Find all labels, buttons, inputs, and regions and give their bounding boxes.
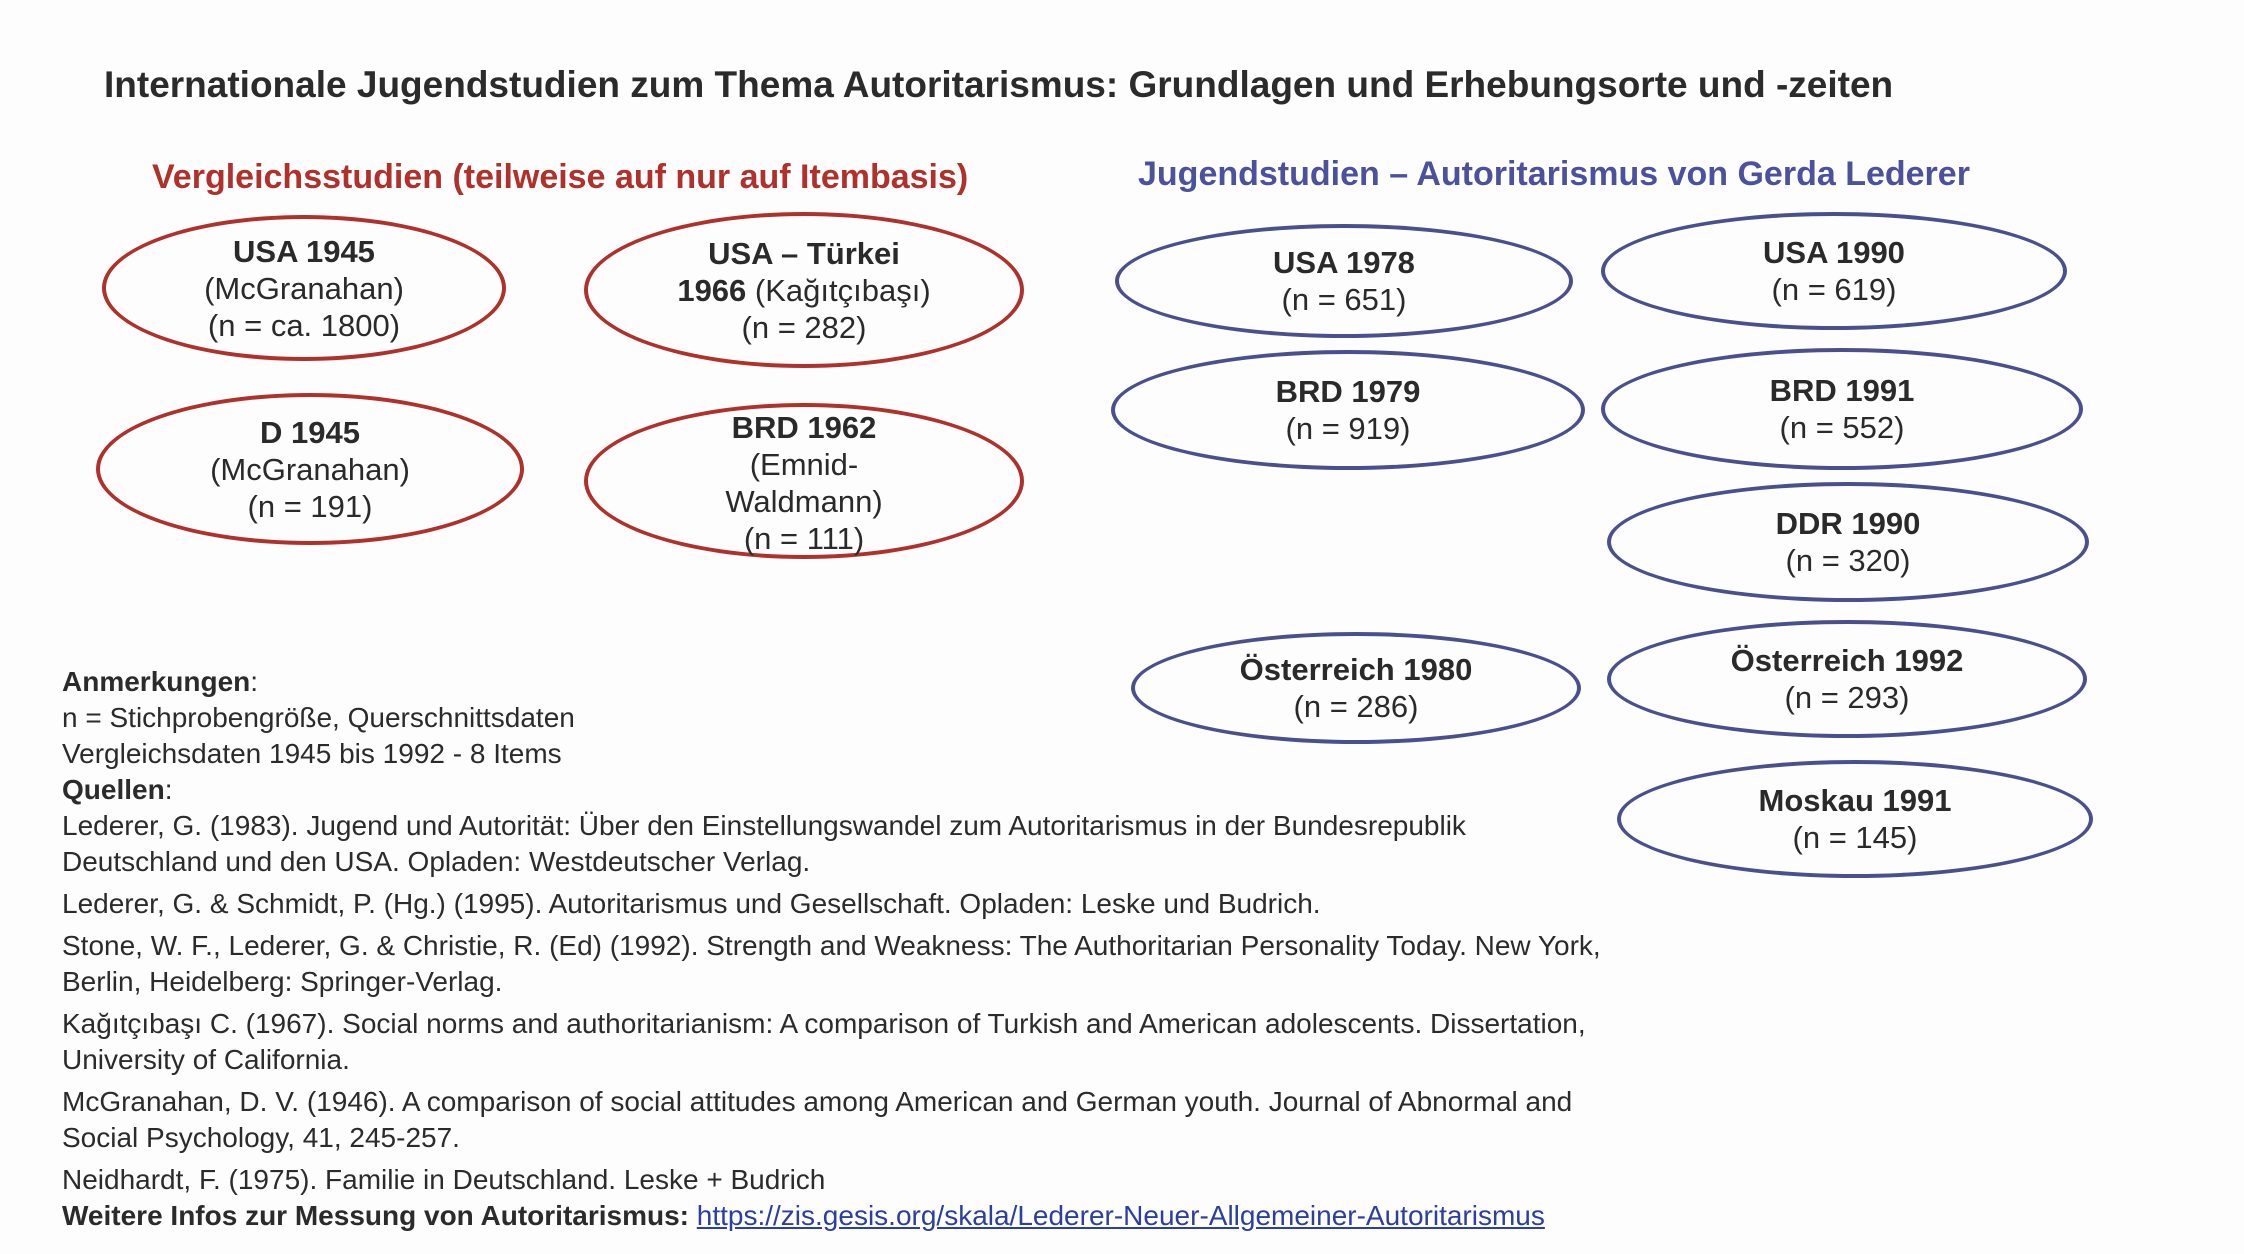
lederer-studies-heading: Jugendstudien – Autoritarismus von Gerda Lederer <box>1138 155 1970 193</box>
study-label: USA 1990 <box>1763 235 1905 270</box>
study-author: (McGranahan) <box>210 451 410 487</box>
study-label: D 1945 <box>260 414 360 450</box>
study-usa-1978 <box>1115 224 1573 338</box>
study-label: USA – Türkei <box>708 235 900 271</box>
study-sample-size: (n = 111) <box>743 521 865 556</box>
source-line: Deutschland und den USA. Opladen: Westdeutscher Verlag. <box>62 846 811 877</box>
study-label: BRD 1991 <box>1769 373 1915 408</box>
study-usa-1990 <box>1601 212 2067 330</box>
study-brd-1962 <box>584 403 1024 559</box>
source-line: McGranahan, D. V. (1946). A comparison of social attitudes among American and German youth. Journal of Abnormal and <box>62 1086 1573 1117</box>
source-line: Stone, W. F., Lederer, G. & Christie, R. (Ed) (1992). Strength and Weakness: The Authoritarian Personality Today. New York, <box>62 930 1601 961</box>
remarks-label: Anmerkungen <box>62 666 251 697</box>
source-line: Lederer, G. (1983). Jugend und Autorität: Über den Einstellungswandel zum Autoritarismus in der Bundesrepublik <box>62 810 1466 841</box>
study-sample-size: (n = 619) <box>1771 272 1897 307</box>
study-brd-1991 <box>1601 348 2083 470</box>
study-d-1945 <box>96 393 524 545</box>
study-sample-size: (n = 145) <box>1792 820 1918 855</box>
study-author-cont: Waldmann) <box>725 484 883 519</box>
source-entry <box>62 886 1762 922</box>
source-entry <box>62 1162 1762 1198</box>
sources-label: Quellen <box>62 774 165 805</box>
study-label: BRD 1962 <box>731 410 877 445</box>
study-label: USA 1945 <box>233 233 375 269</box>
study-ddr-1990 <box>1607 482 2089 602</box>
study-author: (Emnid- <box>749 447 859 482</box>
study-sample-size: (n = 552) <box>1779 410 1905 445</box>
study-sample-size: (n = 919) <box>1285 411 1411 446</box>
remark-line: n = Stichprobengröße, Querschnittsdaten <box>62 702 575 733</box>
comparison-studies-heading: Vergleichsstudien (teilweise auf nur auf Itembasis) <box>152 158 969 196</box>
source-entry <box>62 928 1762 1000</box>
study-label: Moskau 1991 <box>1758 783 1952 818</box>
study-sample-size: (n = 286) <box>1293 689 1419 724</box>
study-brd-1979 <box>1111 350 1585 470</box>
study-label: BRD 1979 <box>1275 374 1421 409</box>
source-line: Kağıtçıbaşı C. (1967). Social norms and authoritarianism: A comparison of Turkish and American adolescents. Dissertation, <box>62 1008 1586 1039</box>
notes-section <box>62 664 1762 1234</box>
source-entry <box>62 1006 1762 1078</box>
source-line: Berlin, Heidelberg: Springer-Verlag. <box>62 966 503 997</box>
study-sample-size: (n = 191) <box>247 488 373 524</box>
study-usa-1945 <box>102 215 506 361</box>
slide-title: Internationale Jugendstudien zum Thema Autoritarismus: Grundlagen und Erhebungsorte und -zeiten <box>104 64 1894 105</box>
source-line: Social Psychology, 41, 245-257. <box>62 1122 460 1153</box>
study-year-author <box>677 272 930 309</box>
study-author: (Kağıtçıbaşı) <box>746 272 931 308</box>
study-year: 1966 <box>677 272 747 308</box>
study-sample-size: (n = 282) <box>741 309 867 345</box>
study-label: DDR 1990 <box>1775 506 1921 541</box>
study-usa-tuerkei-1966 <box>584 212 1024 368</box>
remarks-heading: Anmerkungen: <box>62 666 259 697</box>
source-line: University of California. <box>62 1044 350 1075</box>
study-sample-size: (n = 293) <box>1784 680 1910 715</box>
sources-heading: Quellen: <box>62 774 173 805</box>
study-sample-size: (n = 320) <box>1785 543 1911 578</box>
source-line: Neidhardt, F. (1975). Familie in Deutschland. Leske + Budrich <box>62 1164 826 1195</box>
study-author: (McGranahan) <box>204 270 404 306</box>
study-label: USA 1978 <box>1273 245 1415 280</box>
more-info-label: Weitere Infos zur Messung von Autoritarismus <box>62 1200 680 1231</box>
remark-line: Vergleichsdaten 1945 bis 1992 - 8 Items <box>62 738 562 769</box>
study-label: Österreich 1980 <box>1239 652 1473 687</box>
source-entry <box>62 808 1762 880</box>
study-sample-size: (n = ca. 1800) <box>207 307 401 343</box>
study-label: Österreich 1992 <box>1730 643 1964 678</box>
more-info-link[interactable]: https://zis.gesis.org/skala/Lederer-Neuer-Allgemeiner-Autoritarismus <box>696 1200 1545 1231</box>
source-entry <box>62 1084 1762 1156</box>
source-line: Lederer, G. & Schmidt, P. (Hg.) (1995). Autoritarismus und Gesellschaft. Opladen: Leske und Budrich. <box>62 888 1321 919</box>
more-info-line: Weitere Infos zur Messung von Autoritarismus: https://zis.gesis.org/skala/Lederer-Neuer-Allgemeiner-Autoritarismus <box>62 1200 1545 1231</box>
study-sample-size: (n = 651) <box>1281 282 1407 317</box>
